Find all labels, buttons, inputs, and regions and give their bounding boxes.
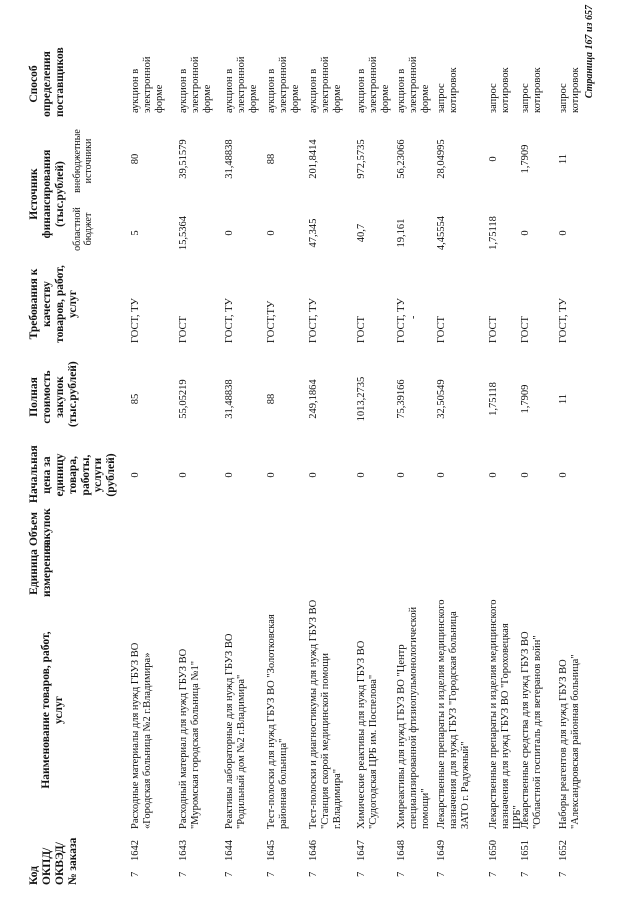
row-method: аукцион в электронной форме	[130, 56, 165, 113]
row-total: 55,05219	[178, 379, 189, 419]
header-price: Начальная цена за единицу товара, работы, услуги (рублей)	[28, 445, 118, 503]
row-method: аукцион в электронной форме	[224, 56, 259, 113]
row-requirements: ГОСТ, ТУ	[224, 298, 235, 343]
row-name: Лекарственные средства для нужд ГБУЗ ВО "Областной госпиталь для ветеранов войн"	[520, 631, 543, 829]
header-code: Код ОКПД/ ОКВЭД/ № заказа	[28, 837, 79, 885]
row-requirements: ГОСТ, ТУ	[396, 298, 407, 343]
row-price: 0	[356, 472, 367, 478]
row-code: 7	[224, 871, 235, 877]
row-code: 7	[488, 871, 499, 877]
row-regional-budget: 0	[224, 230, 235, 236]
row-total: 11	[558, 393, 569, 405]
row-method: аукцион в электронной форме	[178, 56, 213, 113]
page-footer: Страница 167 из 657	[584, 5, 595, 99]
row-extrabudget: 1,7909	[520, 144, 531, 174]
row-extrabudget: 80	[130, 153, 141, 165]
row-price: 0	[436, 472, 447, 478]
row-total: 85	[130, 393, 141, 405]
table-row	[130, 0, 180, 905]
row-total: 32,50549	[436, 379, 447, 419]
row-name: Тест-полоски и диагностикумы для нужд ГБУЗ ВО "Станция скорой медицинской помощи г.Владимира"	[308, 599, 343, 829]
row-method: аукцион в электронной форме	[356, 56, 391, 113]
row-number: 1649	[436, 840, 447, 861]
row-number: 1646	[308, 840, 319, 861]
row-requirements: ГОСТ, ТУ	[130, 298, 141, 343]
row-total: 31,48838	[224, 379, 235, 419]
table-row	[558, 0, 608, 905]
row-name: Химические реактивы для нужд ГБУЗ ВО "Судогодская ЦРБ им. Поспелова"	[356, 640, 379, 829]
row-regional-budget: 19,161	[396, 218, 407, 248]
row-number: 1650	[488, 840, 499, 861]
row-code: 7	[308, 871, 319, 877]
row-extrabudget: 39,51579	[178, 139, 189, 179]
row-regional-budget: 40,7	[356, 223, 367, 243]
row-name: Расходные материалы для нужд ГБУЗ ВО «Городская больница №2 г.Владимира»	[130, 642, 153, 829]
row-name: Реактивы лабораторные для нужд ГБУЗ ВО "Родильный дом №2 г.Владимира"	[224, 633, 247, 829]
row-requirements: ГОСТ, ТУ	[558, 298, 569, 343]
row-requirements: ГОСТ,ТУ	[266, 300, 277, 343]
row-code: 7	[356, 871, 367, 877]
row-regional-budget: 5	[130, 230, 141, 236]
row-price: 0	[178, 472, 189, 478]
row-method: аукцион в электронной форме	[266, 56, 301, 113]
row-requirements: ГОСТ, ТУ	[308, 298, 319, 343]
row-price: 0	[266, 472, 277, 478]
row-regional-budget: 4,45554	[436, 215, 447, 251]
stray-mark: -	[408, 315, 419, 319]
row-requirements: ГОСТ	[520, 316, 531, 343]
row-number: 1644	[224, 840, 235, 861]
row-number: 1642	[130, 840, 141, 861]
row-number: 1645	[266, 840, 277, 861]
row-extrabudget: 28,04995	[436, 139, 447, 179]
row-name: Расходный материал для нужд ГБУЗ ВО "Муромская городская больница №1"	[178, 648, 201, 829]
row-method: запрос котировок	[436, 67, 459, 113]
row-extrabudget: 201,8414	[308, 139, 319, 179]
row-price: 0	[520, 472, 531, 478]
row-extrabudget: 972,5735	[356, 139, 367, 179]
row-price: 0	[224, 472, 235, 478]
row-code: 7	[396, 871, 407, 877]
row-name: Лекарственные препараты и изделия медицинского назначения для нужд ГБУЗ ВО "Гороховецкая ЦРБ"	[488, 599, 523, 829]
row-total: 1,75118	[488, 382, 499, 416]
row-regional-budget: 0	[266, 230, 277, 236]
header-financing-regional: областной бюджет	[72, 207, 94, 251]
row-code: 7	[436, 871, 447, 877]
row-regional-budget: 15,5364	[178, 215, 189, 251]
row-total: 1013,2735	[356, 376, 367, 422]
row-requirements: ГОСТ	[436, 316, 447, 343]
row-extrabudget: 0	[488, 156, 499, 162]
row-requirements: ГОСТ	[178, 316, 189, 343]
row-total: 75,39166	[396, 379, 407, 419]
row-code: 7	[558, 871, 569, 877]
row-name: Лекарственные препараты и изделия медицинского назначения для нужд ГБУЗ "Городская больница ЗАТО г. Радужный"	[436, 599, 471, 829]
row-requirements: ГОСТ	[488, 316, 499, 343]
row-method: аукцион в электронной форме	[308, 56, 343, 113]
row-code: 7	[266, 871, 277, 877]
row-name: Химреактивы для нужд ГБУЗ ВО "Центр специализированной фтизиопульмонологической помощи"	[396, 606, 431, 829]
row-method: аукцион в электронной форме	[396, 56, 431, 113]
row-number: 1647	[356, 840, 367, 861]
header-method: Способ определения поставщиков	[28, 47, 66, 117]
row-name: Наборы реагентов для нужд ГБУЗ ВО "Александровская районная больница"	[558, 654, 581, 829]
header-total: Полная стоимость закупок (тыс.рублей)	[28, 361, 79, 427]
row-regional-budget: 0	[520, 230, 531, 236]
row-number: 1648	[396, 840, 407, 861]
row-price: 0	[130, 472, 141, 478]
header-financing: Источник финансирования (тыс.рублей)	[28, 149, 66, 239]
row-price: 0	[396, 472, 407, 478]
row-total: 88	[266, 393, 277, 405]
row-code: 7	[520, 871, 531, 877]
row-regional-budget: 47,345	[308, 218, 319, 248]
table-row	[436, 0, 486, 905]
row-number: 1651	[520, 840, 531, 861]
row-extrabudget: 31,48838	[224, 139, 235, 179]
row-regional-budget: 0	[558, 230, 569, 236]
row-price: 0	[308, 472, 319, 478]
row-code: 7	[178, 871, 189, 877]
row-method: запрос котировок	[520, 67, 543, 113]
header-unit: Единица измерения	[28, 542, 53, 597]
row-extrabudget: 88	[266, 153, 277, 165]
row-extrabudget: 11	[558, 153, 569, 165]
row-total: 249,1864	[308, 379, 319, 419]
row-number: 1643	[178, 840, 189, 861]
row-price: 0	[488, 472, 499, 478]
header-financing-extrabudget: внебюджетные источники	[72, 129, 94, 193]
row-price: 0	[558, 472, 569, 478]
row-total: 1,7909	[520, 384, 531, 414]
row-name: Тест-полоски для нужд ГБУЗ ВО "Золотковская районная больница"	[266, 614, 289, 829]
header-requirements: Требования к качеству товаров, работ, услуг	[28, 265, 79, 343]
header-volume: Объем закупок	[28, 508, 53, 550]
row-regional-budget: 1,75118	[488, 216, 499, 250]
header-name: Наименование товаров, работ, услуг	[40, 631, 65, 789]
row-number: 1652	[558, 840, 569, 861]
row-requirements: ГОСТ	[356, 316, 367, 343]
row-code: 7	[130, 871, 141, 877]
table-row	[308, 0, 358, 905]
row-extrabudget: 56,23066	[396, 139, 407, 179]
row-method: запрос котировок	[558, 67, 581, 113]
row-method: запрос котировок	[488, 67, 511, 113]
table-row	[178, 0, 228, 905]
